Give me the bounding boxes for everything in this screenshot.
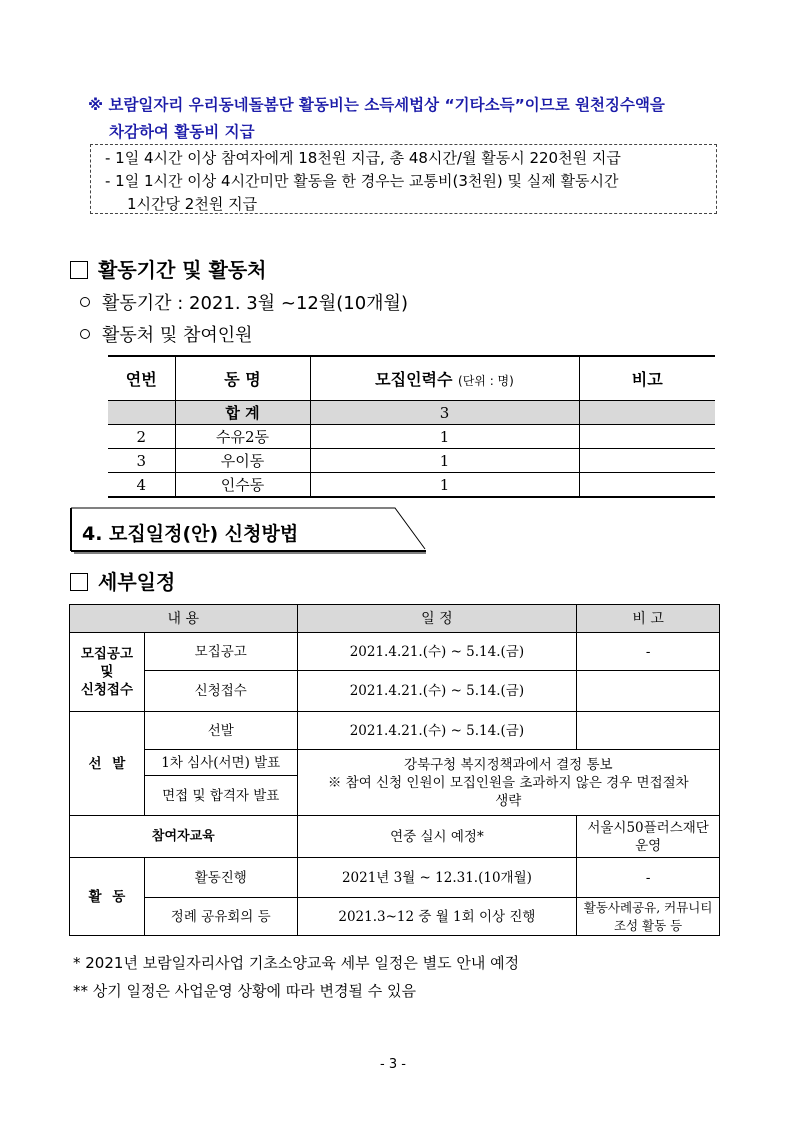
bullet-place	[80, 321, 253, 347]
note-line-2: 차감하여 활동비 지급	[109, 123, 255, 141]
section-title: 세부일정	[98, 570, 176, 594]
note-line-1: ※ 보람일자리 우리동네돌봄단 활동비는 소득세법상 “기타소득”이므로 원천징수액을	[88, 96, 665, 114]
page-number: - 3 -	[380, 1057, 406, 1072]
table-row: 2 수유2동 1	[108, 425, 715, 449]
header-note: 비 고	[577, 605, 720, 633]
table-header-row	[108, 356, 715, 401]
footnote-2: ** 상기 일정은 사업운영 상황에 따라 변경될 수 있음	[73, 982, 416, 1000]
section-detail-schedule	[70, 566, 175, 595]
circle-bullet-icon	[80, 297, 90, 307]
header-note: 비고	[579, 356, 715, 401]
header-content: 내 용	[70, 605, 298, 633]
sum-row	[108, 401, 715, 425]
header-recruit: 모집인력수 (단위 : 명)	[310, 356, 579, 401]
circle-bullet-icon	[80, 329, 90, 339]
section4-title: 4. 모집일정(안) 신청방법	[82, 523, 299, 545]
table-row: 1차 심사(서면) 발표 강북구청 복지정책과에서 결정 통보 ※ 참여 신청 인원이 모집인원을 초과하지 않은 경우 면접절차 생략	[70, 750, 720, 776]
box-line-1: - 1일 4시간 이상 참여자에게 18천원 지급, 총 48시간/월 활동시 220천원 지급	[105, 149, 621, 167]
participants-table	[108, 355, 715, 498]
checkbox-square-icon	[70, 573, 88, 591]
table-header-row	[70, 605, 720, 633]
payment-detail-box	[90, 144, 717, 214]
table-row: 면접 및 합격자 발표	[70, 776, 720, 816]
schedule-table	[69, 604, 720, 936]
income-tax-note	[88, 92, 665, 146]
header-num: 연번	[108, 356, 175, 401]
bullet-text: 활동처 및 참여인원	[102, 325, 253, 346]
table-row: 참여자교육 연중 실시 예정* 서울시50플러스재단 운영	[70, 816, 720, 858]
bullet-period	[80, 289, 408, 315]
table-row: 4 인수동 1	[108, 473, 715, 498]
sum-label: 합 계	[175, 401, 310, 425]
sum-value: 3	[310, 401, 579, 425]
table-row: 신청접수 2021.4.21.(수) ~ 5.14.(금)	[70, 671, 720, 712]
table-row: 3 우이동 1	[108, 449, 715, 473]
header-dong: 동 명	[175, 356, 310, 401]
table-row: 활 동 활동진행 2021년 3월 ~ 12.31.(10개월) -	[70, 858, 720, 898]
footnote-1: * 2021년 보람일자리사업 기초소양교육 세부 일정은 별도 안내 예정	[73, 954, 520, 972]
header-schedule: 일 정	[297, 605, 577, 633]
group-recruit: 모집공고 및 신청접수	[70, 633, 145, 712]
table-row: 정례 공유회의 등 2021.3~12 중 월 1회 이상 진행 활동사례공유, 커뮤니티 조성 활동 등	[70, 898, 720, 936]
section-activity-period	[70, 254, 267, 283]
box-line-2: - 1일 1시간 이상 4시간미만 활동을 한 경우는 교통비(3천원) 및 실제 활동시간	[105, 172, 619, 190]
bullet-text: 활동기간 : 2021. 3월 ~12월(10개월)	[102, 293, 408, 314]
table-row: 모집공고 및 신청접수 모집공고 2021.4.21.(수) ~ 5.14.(금) -	[70, 633, 720, 671]
checkbox-square-icon	[70, 261, 88, 279]
table-row: 선 발 선발 2021.4.21.(수) ~ 5.14.(금)	[70, 712, 720, 750]
section-title: 활동기간 및 활동처	[98, 258, 267, 282]
box-line-3: 1시간당 2천원 지급	[127, 195, 258, 213]
merged-decision-cell: 강북구청 복지정책과에서 결정 통보 ※ 참여 신청 인원이 모집인원을 초과하지 않은 경우 면접절차 생략	[297, 750, 719, 816]
edu-label: 참여자교육	[70, 816, 298, 858]
group-activity: 활 동	[70, 858, 145, 936]
group-selection: 선 발	[70, 712, 145, 816]
header-unit: (단위 : 명)	[458, 374, 514, 388]
